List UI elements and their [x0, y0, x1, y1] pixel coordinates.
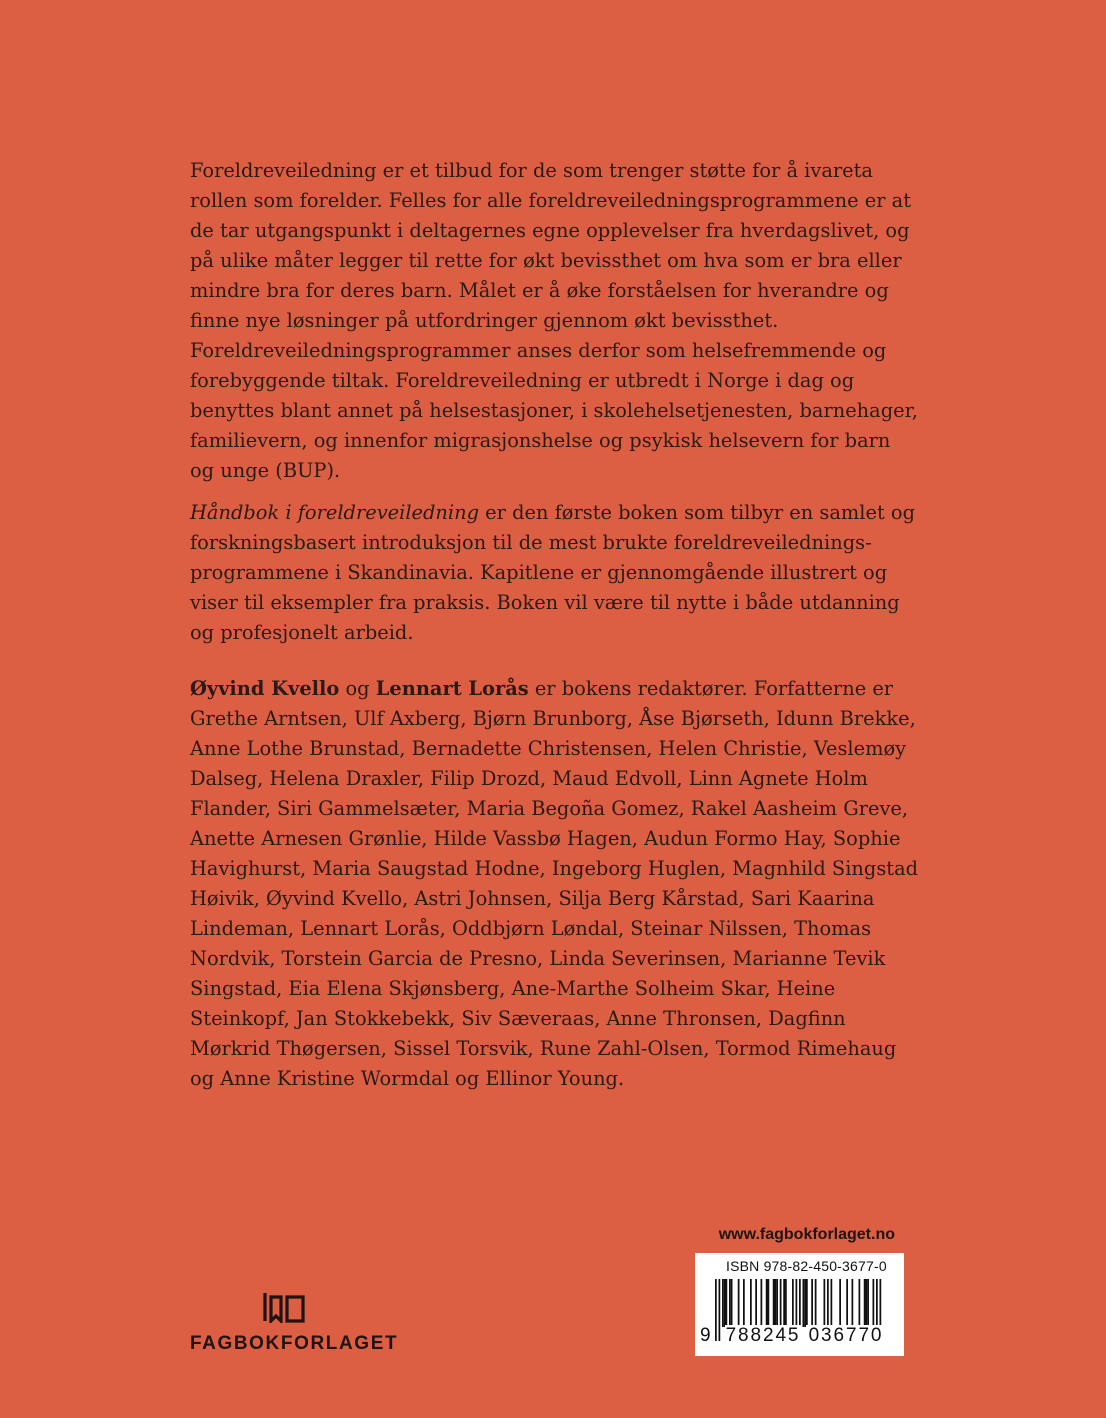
barcode-bar	[846, 1279, 848, 1327]
barcode-bar	[785, 1279, 787, 1327]
barcode-bar	[873, 1279, 875, 1327]
barcode-bar	[731, 1279, 733, 1327]
barcode-bar	[761, 1279, 763, 1327]
barcode-bar	[806, 1279, 808, 1327]
back-cover-description	[190, 156, 920, 648]
barcode-bar	[824, 1279, 826, 1327]
barcode-bar	[755, 1279, 757, 1327]
barcode-bar	[792, 1279, 794, 1327]
barcode-bar	[775, 1279, 777, 1327]
barcode-bar	[827, 1279, 829, 1327]
barcode-bar	[719, 1279, 721, 1341]
barcode-bar	[724, 1279, 726, 1327]
barcode-bar	[811, 1279, 813, 1327]
ean-right-digits: 036770	[806, 1325, 886, 1347]
barcode-bar	[852, 1279, 854, 1327]
editor-connector: og	[339, 677, 376, 700]
barcode-bar	[831, 1279, 833, 1327]
barcode-bar	[743, 1279, 745, 1327]
barcode-bar	[867, 1279, 869, 1327]
barcode-bar	[864, 1279, 866, 1327]
isbn-barcode	[695, 1253, 904, 1356]
barcode-bar	[783, 1279, 785, 1327]
barcode-bar	[768, 1279, 770, 1327]
barcode-bar	[804, 1279, 806, 1327]
publisher-website: www.fagbokforlaget.no	[718, 1226, 895, 1243]
barcode-bar	[803, 1279, 805, 1327]
barcode-bar	[738, 1279, 740, 1327]
barcode-bar	[866, 1279, 868, 1327]
ean-left-digits: 788245	[725, 1325, 801, 1346]
editor-name-1: Øyvind Kvello	[190, 677, 340, 700]
barcode-bar	[766, 1279, 768, 1327]
barcode-bar	[839, 1279, 841, 1327]
barcode-bar	[815, 1279, 817, 1327]
barcode-bar	[715, 1279, 717, 1341]
ean-first-digit: 9	[700, 1325, 711, 1346]
barcode-bar	[722, 1279, 724, 1327]
barcode-bar	[773, 1279, 775, 1327]
isbn-label: ISBN 978-82-450-3677-0	[726, 1258, 887, 1274]
barcode-bar	[780, 1279, 782, 1327]
book-title: Håndbok i foreldreveiledning	[190, 501, 480, 524]
editor-name-2: Lennart Lorås	[375, 677, 529, 700]
contributors-paragraph	[190, 674, 920, 1094]
description-paragraph-1: Foreldreveiledning er et tilbud for de som trenger støtte for å ivareta rollen som forelder. Felles for alle foreldreveiledningsprogrammene er at de tar utgangspunkt i deltagernes egne opplevelser fra hverdagslivet, og på ulike måter legger til rette for økt bevissthet om hva som er bra eller mindre bra for deres barn. Målet er å øke forståelsen for hverandre og finne nye løsninger på utfordringer gjennom økt bevissthet. Foreldreveiledningsprogrammer anses derfor som helsefremmende og forebyggende tiltak. Foreldreveiledning er utbredt i Norge i dag og benyttes blant annet på helsestasjoner, i skolehelsetjenesten, barnehager, familievern, og innenfor migrasjonshelse og psykisk helsevern for barn og unge (BUP).	[190, 159, 918, 482]
description-paragraph-2	[190, 498, 920, 648]
barcode-bar	[750, 1279, 752, 1327]
barcode-bar	[726, 1279, 728, 1327]
open-book-icon	[262, 1291, 306, 1323]
contributors-list: er bokens redaktører. Forfatterne er Grethe Arntsen, Ulf Axberg, Bjørn Brunborg, Åse Bjørseth, Idunn Brekke, Anne Lothe Brunstad, Bernadette Christensen, Helen Christie, Veslemøy Dalseg, Helena Draxler, Filip Drozd, Maud Edvoll, Linn Agnete Holm Flander, Siri Gammelsæter, Maria Begoña Gomez, Rakel Aasheim Greve, Anette Arnesen Grønlie, Hilde Vassbø Hagen, Audun Formo Hay, Sophie Havighurst, Maria Saugstad Hodne, Ingeborg Huglen, Magnhild Singstad Høivik, Øyvind Kvello, Astri Johnsen, Silja Berg Kårstad, Sari Kaarina Lindeman, Lennart Lorås, Oddbjørn Løndal, Steinar Nilssen, Thomas Nordvik, Torstein Garcia de Presno, Linda Severinsen, Marianne Tevik Singstad, Eia Elena Skjønsberg, Ane-Marthe Solheim Skar, Heine Steinkopf, Jan Stokkebekk, Siv Sæveraas, Anne Thronsen, Dagfinn Mørkrid Thøgersen, Sissel Torsvik, Rune Zahl-Olsen, Tormod Rimehaug og Anne Kristine Wormdal og Ellinor Young.	[190, 677, 919, 1090]
barcode-bar	[776, 1279, 778, 1327]
publisher-name: FAGBOKFORLAGET	[190, 1333, 399, 1354]
barcode-bar	[859, 1279, 861, 1327]
contributors-section	[190, 674, 920, 1094]
barcode-bar	[729, 1279, 731, 1327]
description-paragraph-2-text: er den første boken som tilbyr en samlet og forskningsbasert introduksjon til de mest brukte foreldreveiledningsprogrammene i Skandinavia. Kapitlene er gjennomgående illustrert og viser til eksempler fra praksis. Boken vil være til nytte i både utdanning og profesjonelt arbeid.	[190, 501, 916, 644]
